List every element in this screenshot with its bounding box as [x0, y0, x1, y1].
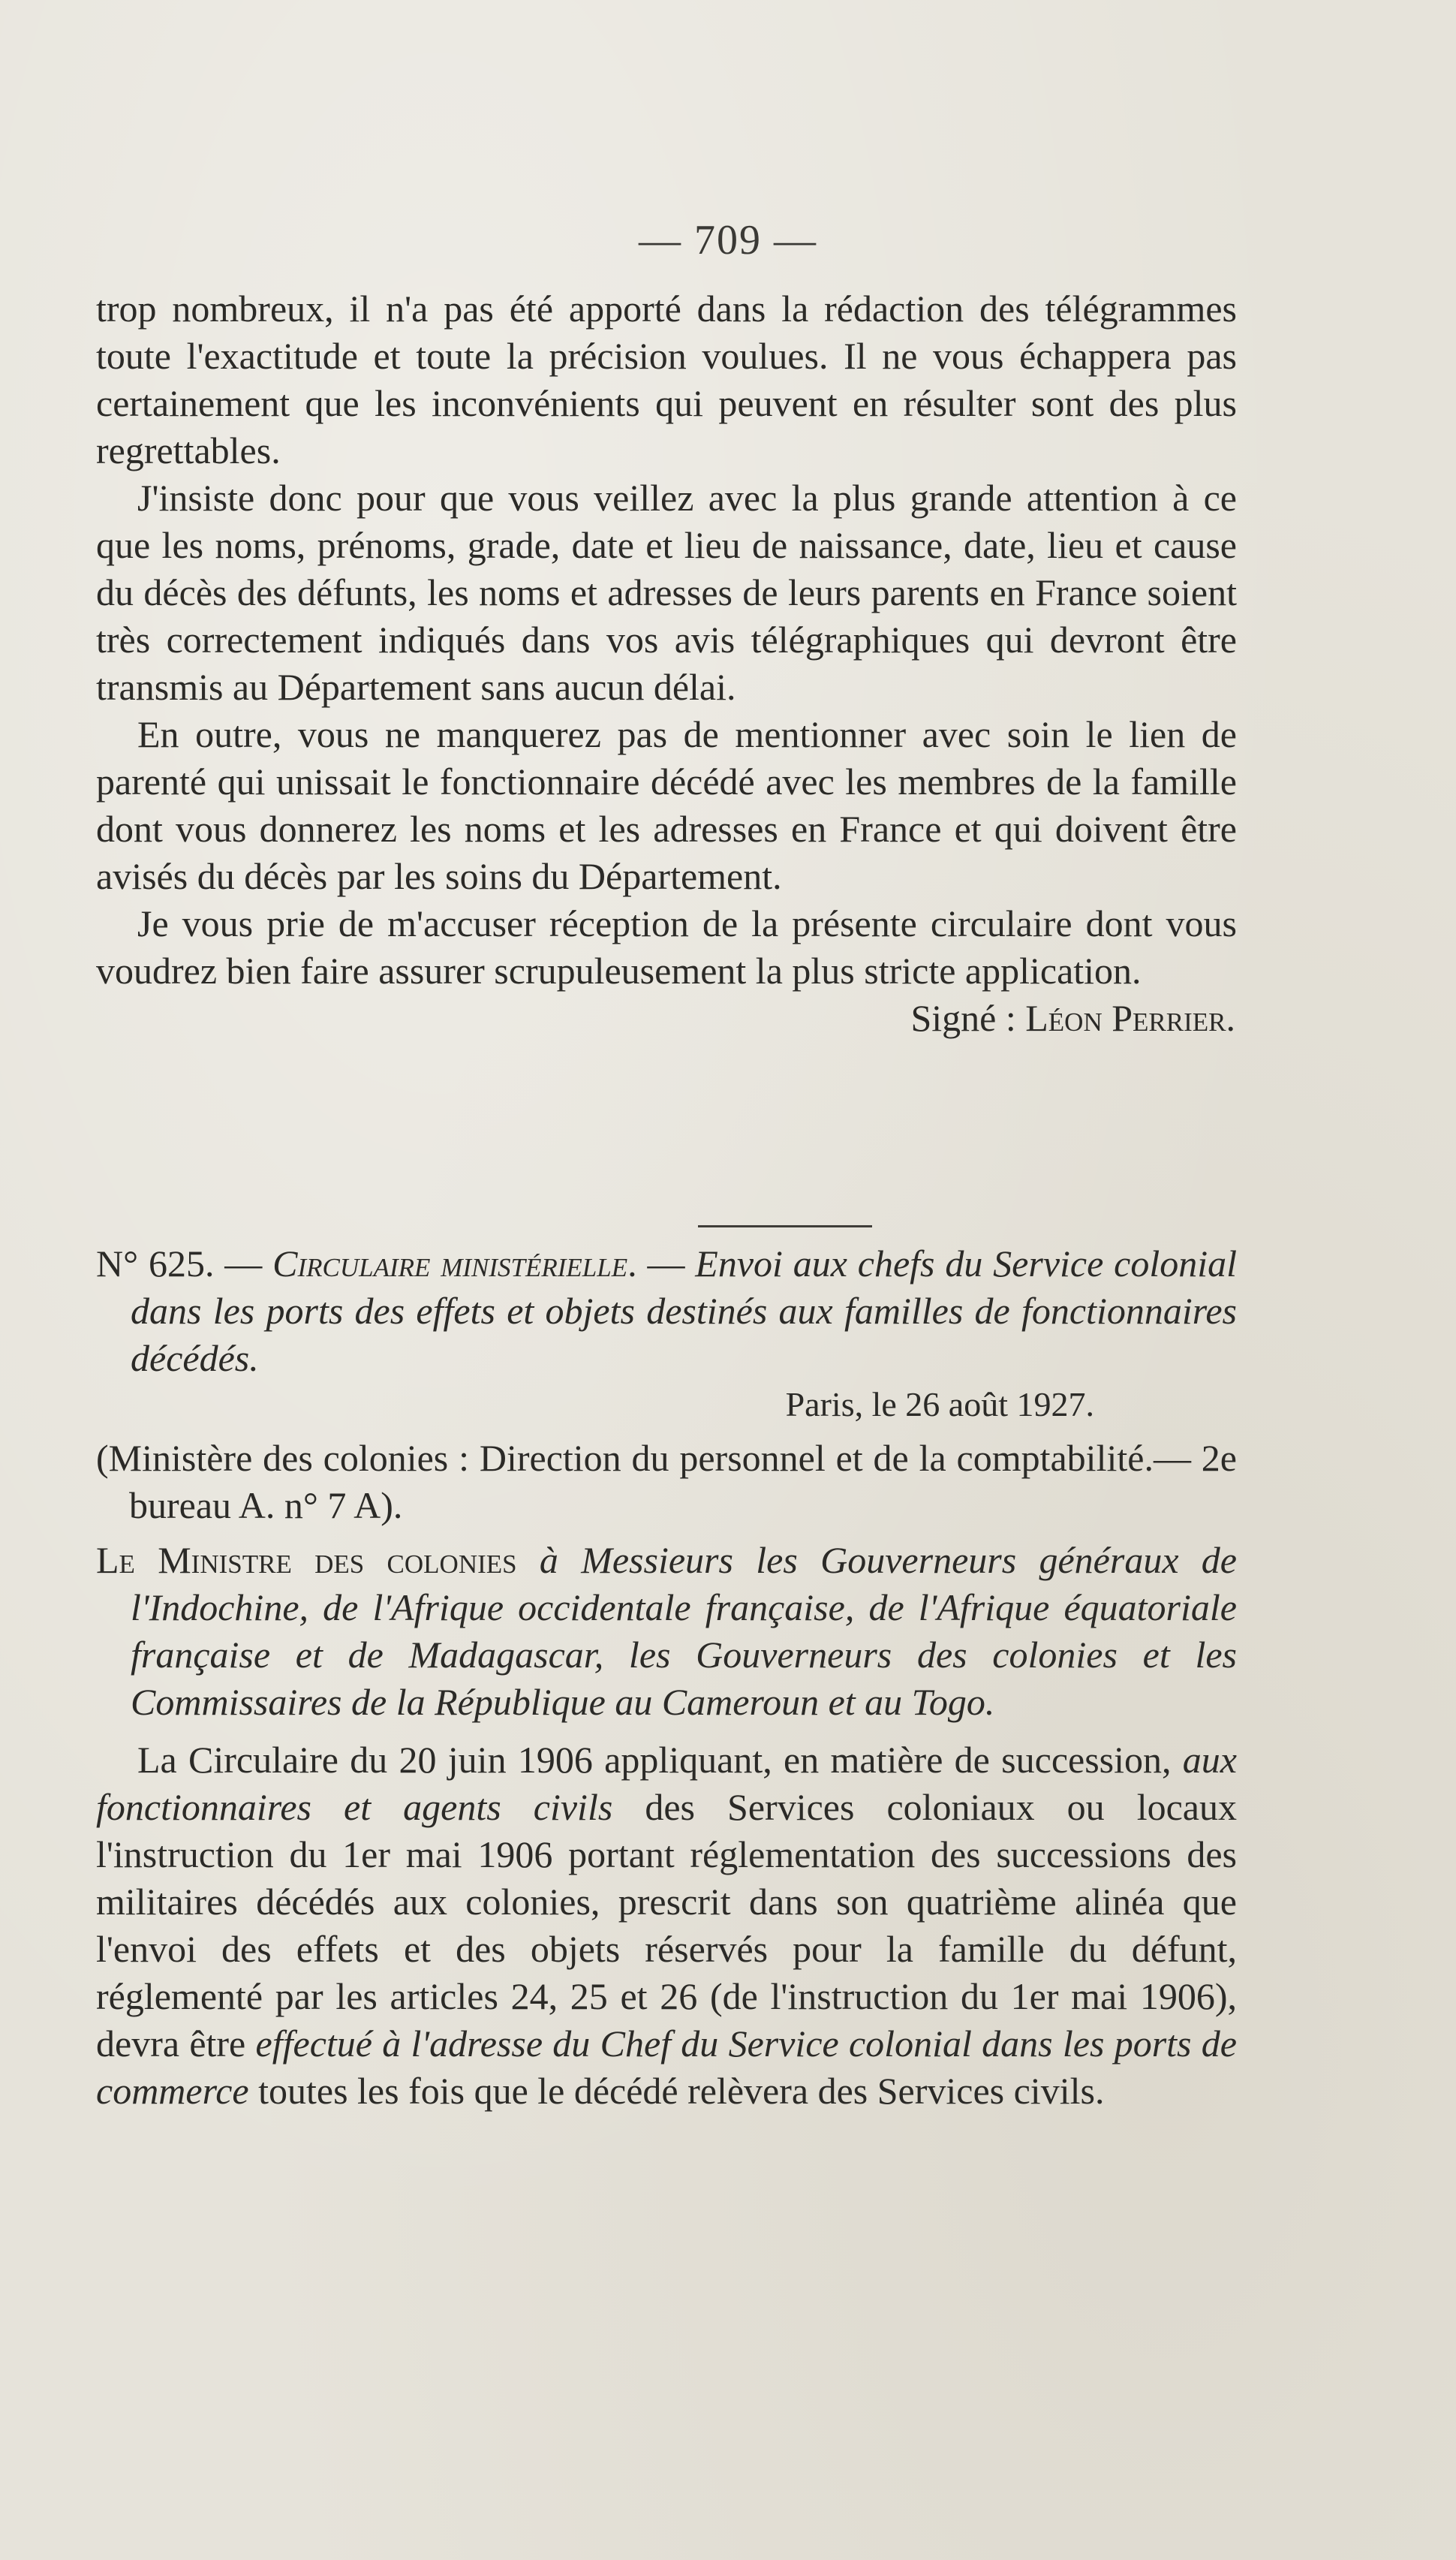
circular-number: N° 625. — [96, 1242, 215, 1285]
page-number: — 709 — — [639, 217, 817, 264]
section-divider — [698, 1225, 872, 1227]
circular-body — [96, 1736, 1237, 2115]
body-text: La Circulaire du 20 juin 1906 appliquant, en matière de succession, — [137, 1739, 1183, 1781]
circular-section — [96, 1240, 1237, 2115]
sender: Le Ministre des colonies — [96, 1539, 517, 1581]
signature-line — [96, 995, 1237, 1042]
paragraph: Je vous prie de m'accuser réception de la présente circulaire dont vous voudrez bien faire assurer scrupuleusement la plus stricte application. — [96, 902, 1237, 992]
body-emphasis: aux fonctionnaires et agents civils — [96, 1739, 1237, 1828]
addressee-block — [96, 1537, 1237, 1726]
circular-subject: Envoi aux chefs du Service colonial dans les ports des effets et objets destinés aux familles de fonctionnaires décédés. — [131, 1242, 1237, 1379]
addressees: Messieurs les Gouverneurs généraux de l'Indochine, de l'Afrique occidentale française, de l'Afrique équatoriale française et de Madagascar, les Gouverneurs des colonies et les Commissaires de la République au Cameroun et au Togo. — [131, 1539, 1238, 1723]
body-text: toutes les fois que le décédé relèvera des Services civils. — [248, 2070, 1105, 2112]
paragraph: trop nombreux, il n'a pas été apporté dans la rédaction des télégrammes toute l'exactitude et toute la précision voulues. Il ne vous échappera pas certainement que les inconvénients qui peuvent en résulter sont des plus regrettables. — [96, 288, 1237, 471]
body-text: des Services coloniaux ou locaux l'instruction du 1er mai 1906 portant réglementation des successions des militaires décédés aux colonies, prescrit dans son quatrième alinéa que l'envoi des effets et des objets réservés pour la famille du défunt, réglementé par les articles 24, 25 et 26 (de l'instruction du 1er mai 1906), devra être — [96, 1786, 1238, 2065]
paragraph: En outre, vous ne manquerez pas de mentionner avec soin le lien de parenté qui unissait le fonctionnaire décédé avec les membres de la famille dont vous donnerez les noms et les adresses en France et qui doivent être avisés du décès par les soins du Département. — [96, 713, 1237, 897]
ministry-line: (Ministère des colonies : Direction du personnel et de la comptabilité.— 2e bureau A. n° 7 A). — [96, 1437, 1237, 1526]
sender-join: à — [516, 1539, 582, 1581]
place-date: Paris, le 26 août 1927. — [785, 1385, 1094, 1423]
letter-continuation — [96, 285, 1237, 1042]
signature-name: Léon Perrier. — [1025, 997, 1235, 1039]
heading-separator: — — [214, 1242, 273, 1285]
body-emphasis: effectué à l'adresse du Chef du Service colonial dans les ports de commerce — [96, 2022, 1237, 2112]
heading-separator: . — — [627, 1242, 696, 1285]
circular-heading — [96, 1240, 1237, 1382]
signature-prefix: Signé : — [910, 997, 1016, 1039]
paragraph: J'insiste donc pour que vous veillez avec la plus grande attention à ce que les noms, prénoms, grade, date et lieu de naissance, date, lieu et cause du décès des défunts, les noms et adresses de leurs parents en France soient très correctement indiqués dans vos avis télégraphiques qui devront être transmis au Département sans aucun délai. — [96, 477, 1237, 708]
circular-type: Circulaire ministérielle — [272, 1242, 628, 1285]
